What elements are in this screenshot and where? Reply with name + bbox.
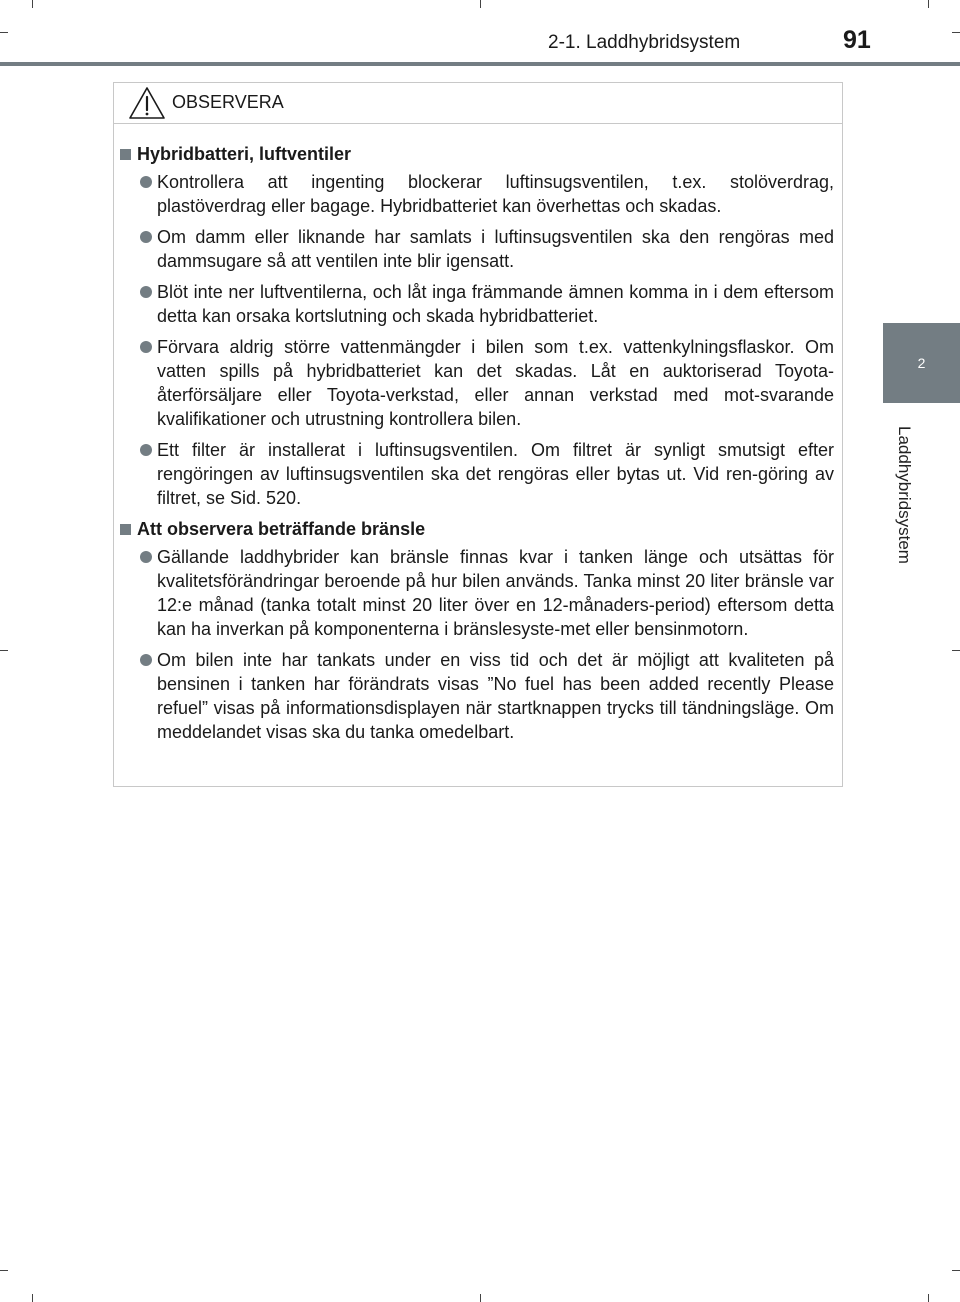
- list-item-text: Ett filter är installerat i luftinsugsventilen. Om filtret är synligt smutsigt efter rengöringen av luftinsugsventilen ska det rengöras eller bytas ut. Vid ren-göring av filtret, se Sid. 520.: [157, 440, 834, 508]
- list-item: [120, 438, 834, 510]
- crop-mark: [0, 650, 8, 651]
- section-title: [120, 517, 834, 541]
- list-item: [120, 648, 834, 744]
- list-item: [120, 280, 834, 328]
- side-tab-number: 2: [917, 355, 926, 371]
- round-bullet-icon: [140, 444, 152, 456]
- round-bullet-icon: [140, 341, 152, 353]
- square-bullet-icon: [120, 524, 131, 535]
- caution-box-body: [114, 124, 842, 744]
- crop-mark: [32, 1294, 33, 1302]
- crop-mark: [928, 0, 929, 8]
- crop-mark: [928, 1294, 929, 1302]
- warning-triangle-icon: [128, 86, 166, 120]
- side-tab-label-text: Laddhybridsystem: [895, 426, 914, 564]
- crop-mark: [32, 0, 33, 8]
- round-bullet-icon: [140, 551, 152, 563]
- caution-box-title: OBSERVERA: [172, 92, 284, 112]
- list-item-text: Blöt inte ner luftventilerna, och låt inga främmande ämnen komma in i dem eftersom detta kan orsaka kortslutning och skada hybridbatteriet.: [157, 282, 834, 326]
- list-item-text: Kontrollera att ingenting blockerar luftinsugsventilen, t.ex. stolöverdrag, plastöverdrag eller bagage. Hybridbatteriet kan överhettas och skadas.: [157, 172, 834, 216]
- round-bullet-icon: [140, 654, 152, 666]
- caution-box: [113, 82, 843, 787]
- crop-mark: [952, 1270, 960, 1271]
- chapter-title: 2-1. Laddhybridsystem: [548, 32, 741, 53]
- crop-mark: [0, 1270, 8, 1271]
- square-bullet-icon: [120, 149, 131, 160]
- round-bullet-icon: [140, 231, 152, 243]
- section-title-text: Att observera beträffande bränsle: [137, 519, 426, 539]
- list-item-text: Om damm eller liknande har samlats i luftinsugsventilen ska den rengöras med dammsugare så att ventilen inte blir igensatt.: [157, 227, 834, 271]
- list-item: [120, 170, 834, 218]
- round-bullet-icon: [140, 176, 152, 188]
- list-item: [120, 225, 834, 273]
- crop-mark: [952, 32, 960, 33]
- list-item-text: Gällande laddhybrider kan bränsle finnas kvar i tanken länge och utsättas för kvalitetsförändringar beroende på hur bilen används. Tanka minst 20 liter bränsle var 12:e månad (tanka totalt minst 20 liter över en 12-månaders-period) eftersom detta kan ha inverkan på komponenterna i bränslesyste-met eller bensinmotorn.: [157, 547, 834, 639]
- round-bullet-icon: [140, 286, 152, 298]
- list-item-text: Om bilen inte har tankats under en viss tid och det är möjligt att kvaliteten på bensinen i tanken har förändrats visas ”No fuel has been added recently Please refuel” visas på informationsdisplayen när startknappen trycks till tändningsläge. Om meddelandet visas ska du tanka omedelbart.: [157, 650, 834, 742]
- section-title-text: Hybridbatteri, luftventiler: [137, 144, 352, 164]
- side-tab: [883, 323, 960, 403]
- list-item: [120, 545, 834, 641]
- crop-mark: [952, 650, 960, 651]
- page-number: 91: [843, 26, 871, 54]
- list-item-text: Förvara aldrig större vattenmängder i bilen som t.ex. vattenkylningsflaskor. Om vatten spills på hybridbatteriet kan det skadas. Låt en auktoriserad Toyota-återförsäljare eller Toyota-verkstad, eller annan verkstad med mot-svarande kvalifikationer och utrustning kontrollera bilen.: [157, 337, 834, 429]
- section-title: [120, 142, 834, 166]
- crop-mark: [0, 32, 8, 33]
- list-item: [120, 335, 834, 431]
- crop-mark: [480, 0, 481, 8]
- crop-mark: [480, 1294, 481, 1302]
- side-tab-label: [878, 410, 930, 580]
- header-rule: [0, 62, 960, 66]
- caution-box-header: [114, 83, 842, 124]
